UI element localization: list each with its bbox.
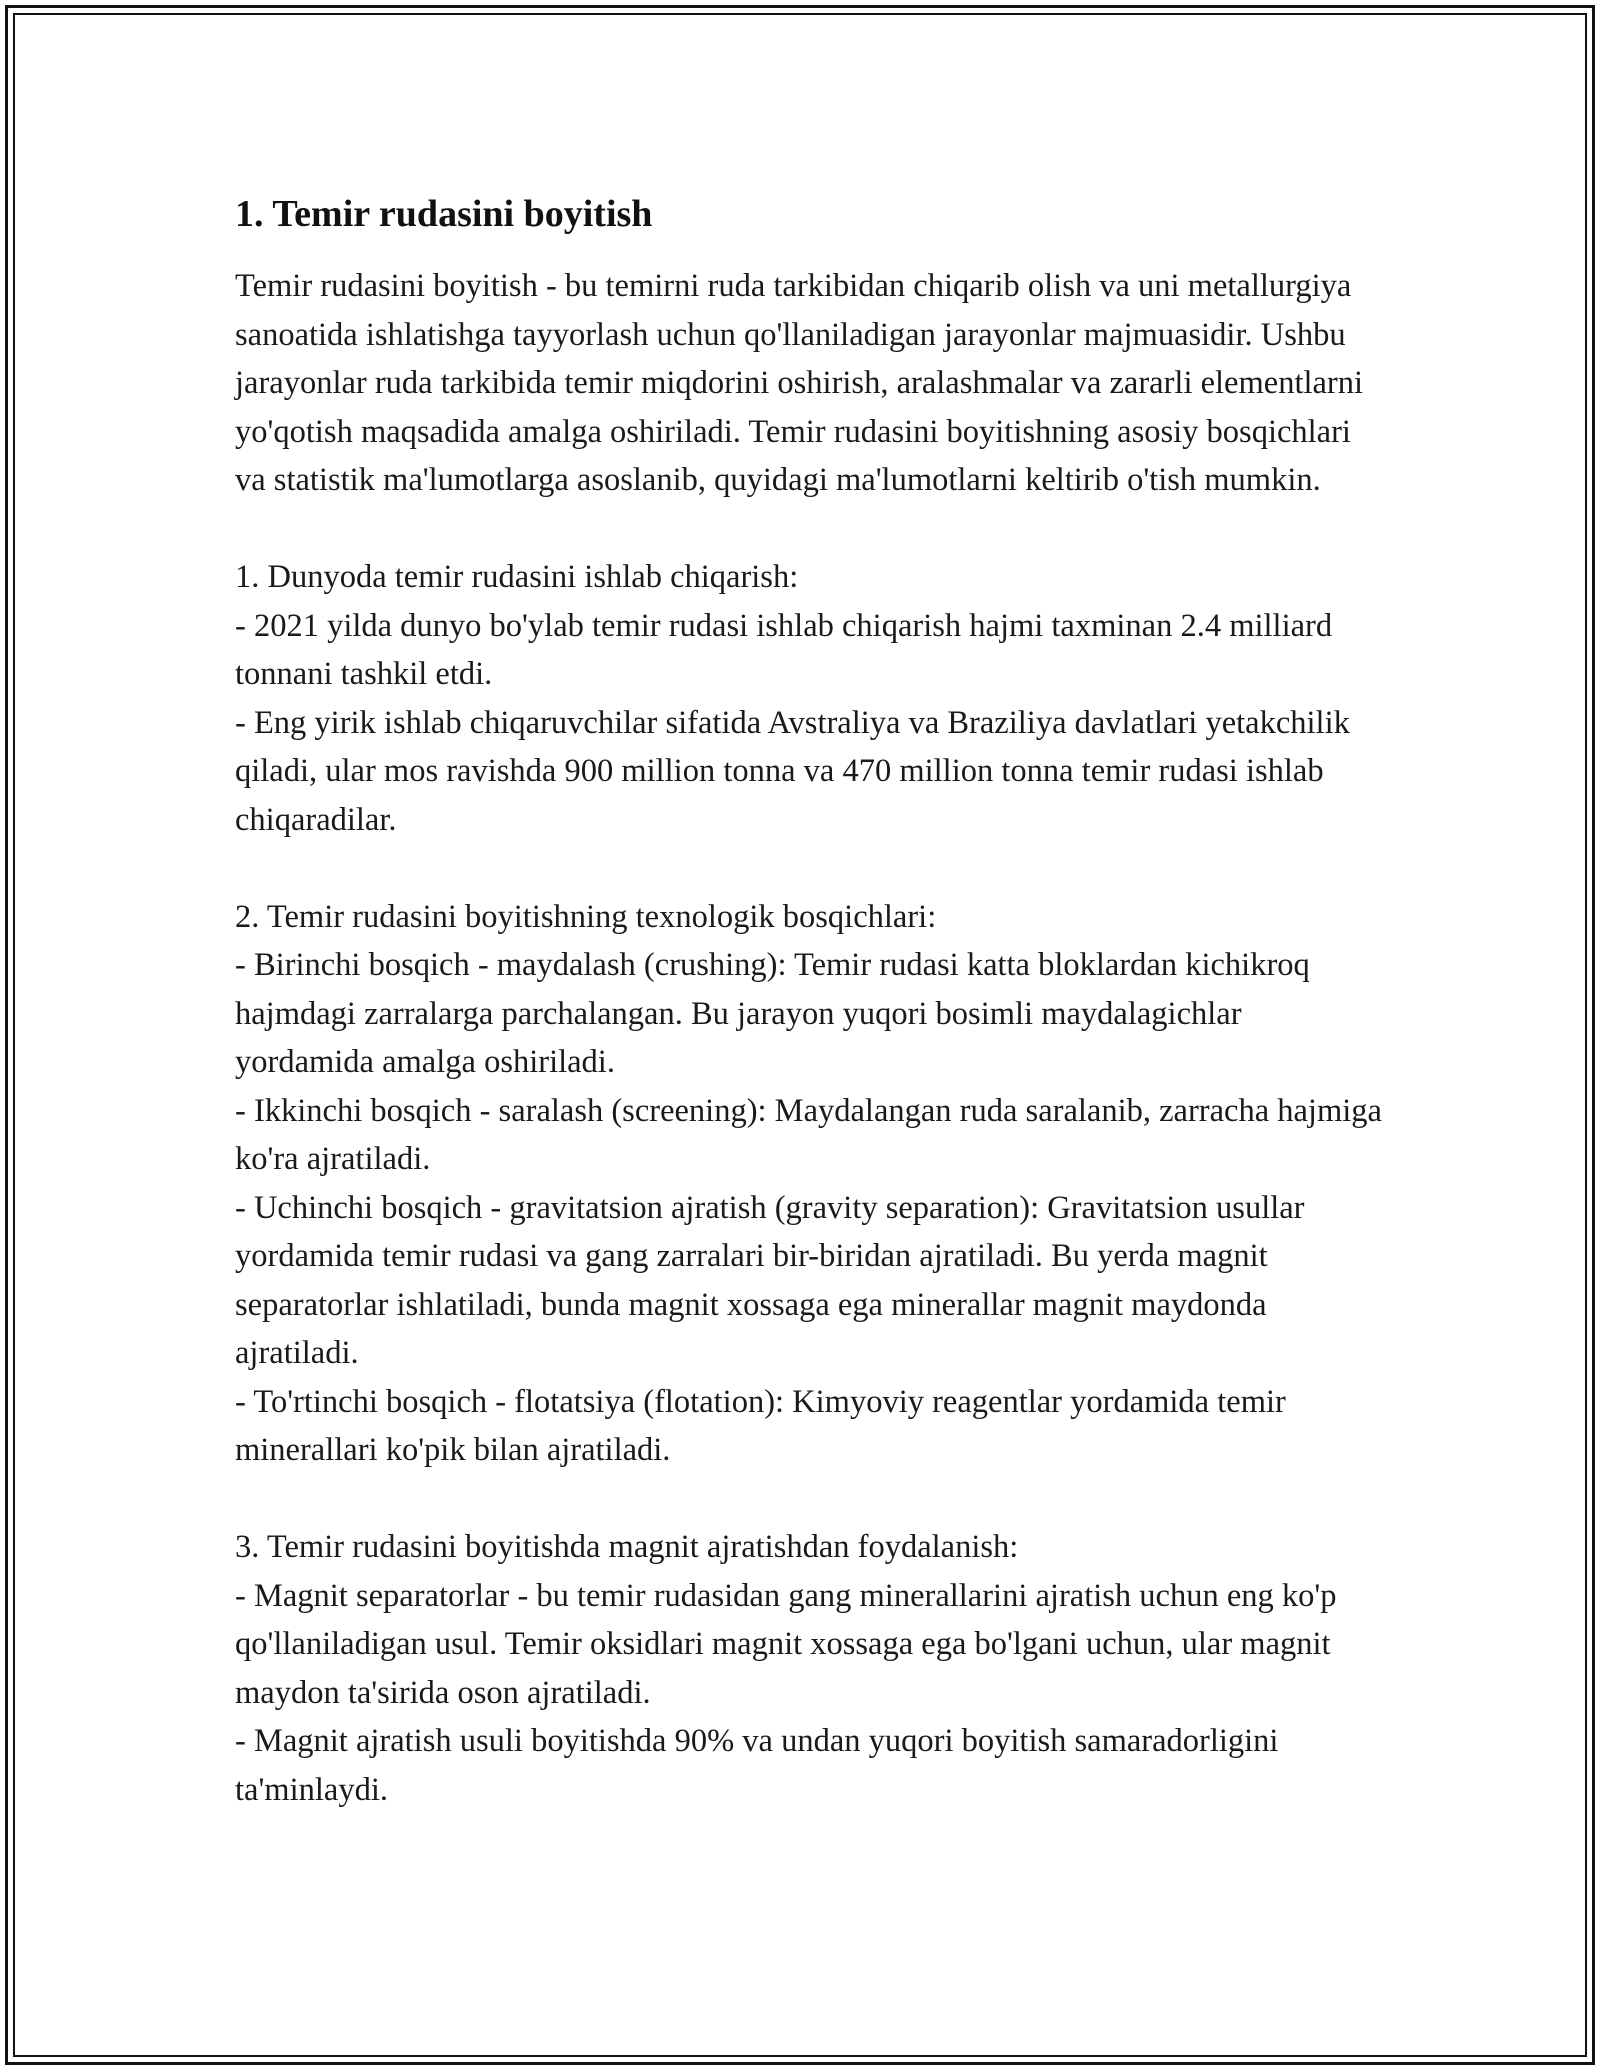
section-spacer (235, 844, 1385, 893)
section-spacer (235, 505, 1385, 554)
section-spacer (235, 1475, 1385, 1524)
section-title: 3. Temir rudasini boyitishda magnit ajratishdan foydalanish: (235, 1529, 1019, 1565)
document-heading: 1. Temir rudasini boyitish (235, 193, 653, 235)
intro-paragraph: Temir rudasini boyitish - bu temirni ruda tarkibidan chiqarib olish va uni metallurgiya sanoatida ishlatishga tayyorlash uchun qo'llaniladigan jarayonlar majmuasidir. Ushbu jarayonlar ruda tarkibida temir miqdorini oshirish, aralashmalar va zararli elementlarni yo'qotish maqsadida amalga oshiriladi. Temir rudasini boyitishning asosiy bosqichlari va statistik ma'lumotlarga asoslanib, quyidagi ma'lumotlarni keltirib o'tish mumkin. (235, 268, 1364, 498)
section-title: 2. Temir rudasini boyitishning texnologik bosqichlari: (235, 898, 937, 935)
list-item: - Magnit ajratish usuli boyitishda 90% va undan yuqori boyitish samaradorligini ta'minlaydi. (235, 1723, 1279, 1808)
list-item: - Ikkinchi bosqich - saralash (screening): Maydalangan ruda saralanib, zarracha hajmiga ko'ra ajratiladi. (235, 1092, 1382, 1177)
section-production (235, 553, 1385, 844)
list-item: - Birinchi bosqich - maydalash (crushing): Temir rudasi katta bloklardan kichikroq hajmdagi zarralarga parchalangan. Bu jarayon yuqori bosimli maydalagichlar yordamida amalga oshiriladi. (235, 947, 1310, 1080)
list-item: - To'rtinchi bosqich - flotatsiya (flotation): Kimyoviy reagentlar yordamida temir minerallari ko'pik bilan ajratiladi. (235, 1383, 1286, 1468)
list-item: - Magnit separatorlar - bu temir rudasidan gang minerallarini ajratish uchun eng ko'p qo'llaniladigan usul. Temir oksidlari magnit xossaga ega bo'lgani uchun, ular magnit maydon ta'sirida oson ajratiladi. (235, 1577, 1337, 1711)
section-magnetic (235, 1523, 1385, 1814)
list-item: - Uchinchi bosqich - gravitatsion ajratish (gravity separation): Gravitatsion usullar yordamida temir rudasi va gang zarralari bir-biridan ajratiladi. Bu yerda magnit separatorlar ishlatiladi, bunda magnit xossaga ega minerallar magnit maydonda ajratiladi. (235, 1189, 1305, 1371)
section-title: 1. Dunyoda temir rudasini ishlab chiqarish: (235, 559, 799, 595)
list-item: - 2021 yilda dunyo bo'ylab temir rudasi ishlab chiqarish hajmi taxminan 2.4 milliard tonnani tashkil etdi. (235, 607, 1333, 692)
document-body (235, 188, 1385, 1814)
section-stages (235, 893, 1385, 1475)
list-item: - Eng yirik ishlab chiqaruvchilar sifatida Avstraliya va Braziliya davlatlari yetakchilik qiladi, ular mos ravishda 900 million tonna va 470 million tonna temir rudasi ishlab chiqaradilar. (235, 704, 1350, 838)
